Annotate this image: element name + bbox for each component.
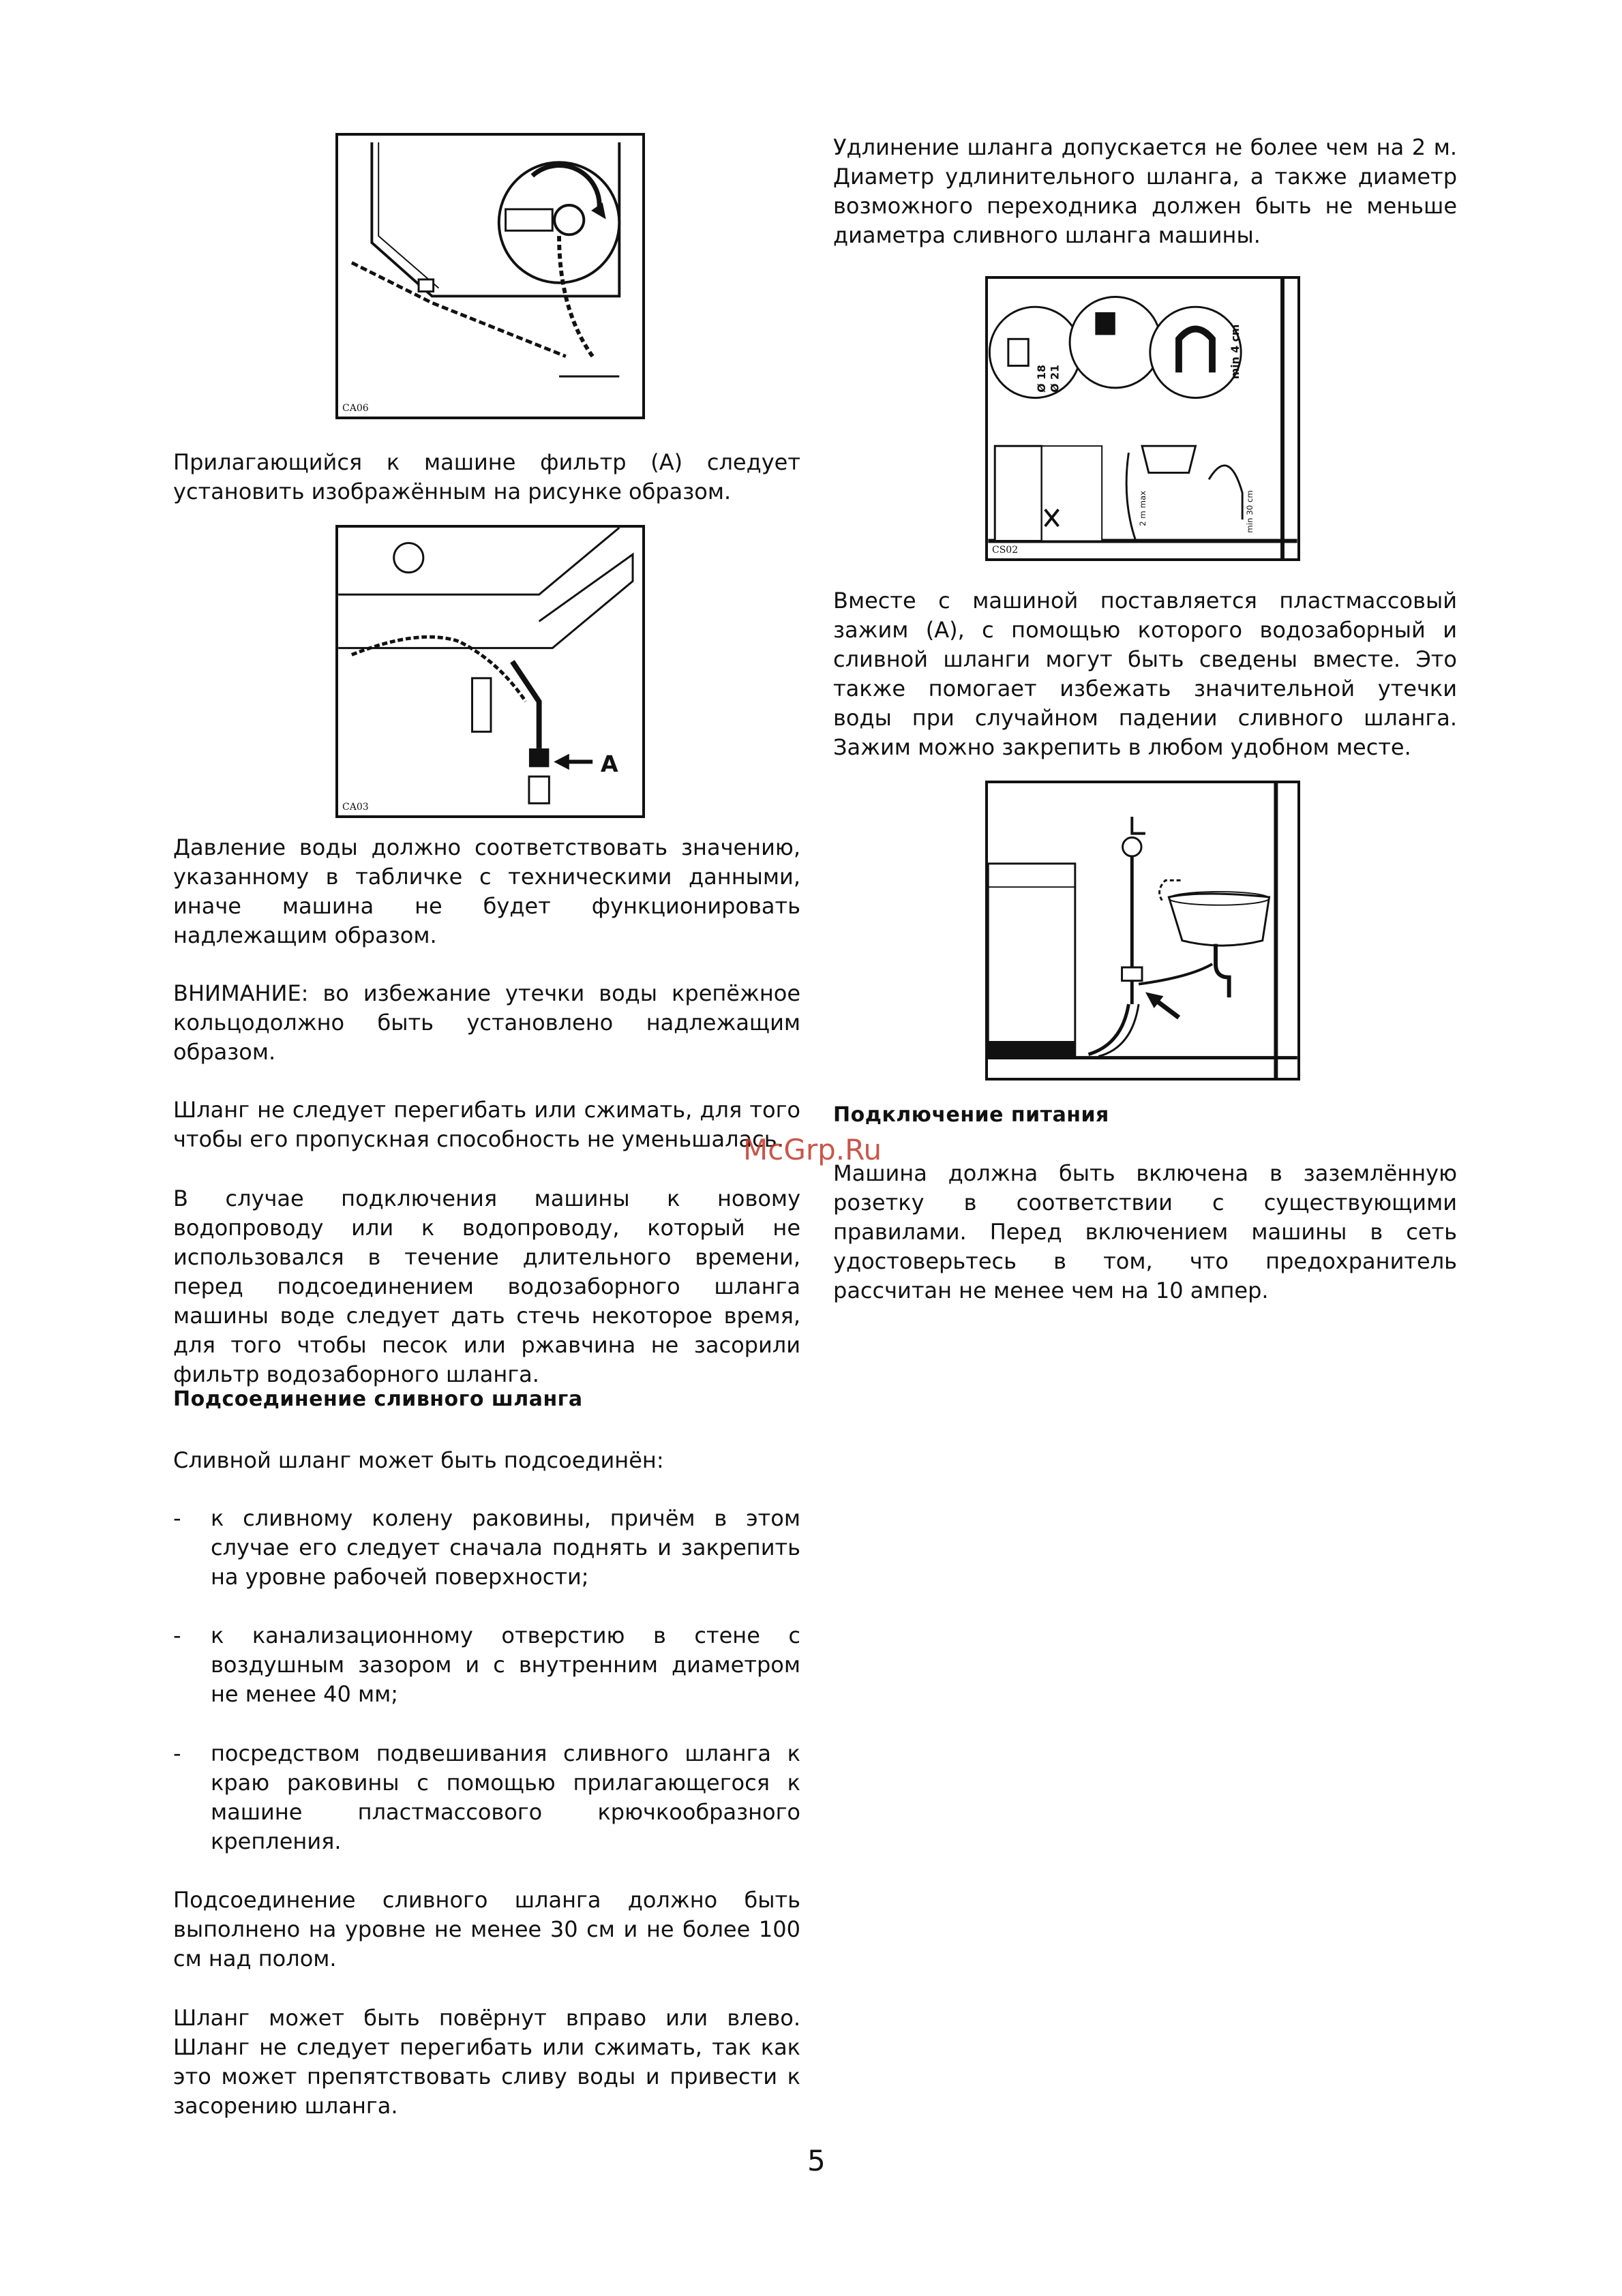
filter-a-label: A <box>600 751 618 778</box>
filter-tap-illustration <box>338 136 642 417</box>
sink-clamp-illustration <box>988 783 1297 1078</box>
figure-filter-a <box>335 525 645 818</box>
bullet-text: посредством подвешивания сливного шланга к краю раковины с помощью прилагающегося к машине пластмассового крючкообразного крепления. <box>211 1740 800 1854</box>
bullet-dash: - <box>173 1622 181 1648</box>
filter-install-paragraph: Прилагающийся к машине фильтр (А) следует установить изображённым на рисунке образом. <box>173 449 800 504</box>
bullet-dash: - <box>173 1505 181 1531</box>
hose-bend-paragraph: Шланг не следует перегибать или сжимать, для того чтобы его пропускная способность не уменьшалась. <box>173 1097 800 1152</box>
drain-height-paragraph: Подсоединение сливного шланга должно быть выполнено на уровне не менее 30 см и не более 100 см над полом. <box>173 1887 800 1972</box>
water-pressure-paragraph: Давление воды должно соответствовать значению, указанному в табличке с техническими данными, иначе машина не будет функционировать надлежащим образом. <box>173 834 800 948</box>
figure-code: CS02 <box>992 545 1019 556</box>
hose-extension-paragraph: Удлинение шланга допускается не более чем на 2 м. Диаметр удлинительного шланга, а также диаметр возможного переходника должен быть не меньше диаметра сливного шланга машины. <box>833 134 1457 248</box>
attention-paragraph: ВНИМАНИЕ: во избежание утечки воды крепёжное кольцодолжно быть установлено надлежащим образом. <box>173 980 800 1065</box>
figure-sink-clamp <box>985 781 1300 1081</box>
figure-code: CA03 <box>342 802 369 813</box>
figure-code: CA06 <box>342 403 369 414</box>
max-2m-label: 2 m max <box>1137 490 1147 526</box>
diameter-18-label: Ø 18 <box>1034 365 1048 393</box>
power-paragraph: Машина должна быть включена в заземлённую розетку в соответствии с существующими правилами. Перед включением машины в сеть удостоверьтесь в том, что предохранитель рассчитан не менее чем на 10 ампер. <box>833 1160 1457 1303</box>
clamp-paragraph: Вместе с машиной поставляется пластмассовый зажим (А), с помощью которого водозаборный и сливной шланги могут быть сведены вместе. Это также помогает избежать значительной утечки воды при случайном падении сливного шланга. Зажим можно закрепить в любом удобном месте. <box>833 588 1457 760</box>
drain-setup-illustration <box>988 279 1297 558</box>
watermark: McGrp.Ru <box>743 1133 882 1166</box>
min-30cm-label: min 30 cm <box>1244 490 1255 533</box>
new-plumbing-paragraph: В случае подключения машины к новому водопроводу или к водопроводу, который не использовался в течение длительного времени, перед подсоединением водозаборного шланга машины воде следует дать стечь некоторое время, для того чтобы песок или ржавчина не засорили фильтр водозаборного шланга. <box>173 1185 800 1387</box>
power-connection-heading: Подключение питания <box>833 1103 1109 1127</box>
diameter-21-label: Ø 21 <box>1048 365 1062 393</box>
bullet-dash: - <box>173 1740 181 1766</box>
list-item <box>173 1504 800 1596</box>
filter-a-illustration <box>338 528 642 815</box>
figure-filter-tap <box>335 133 645 419</box>
list-item <box>173 1739 800 1862</box>
drain-hose-heading: Подсоединение сливного шланга <box>173 1387 583 1411</box>
bullet-text: к канализационному отверстию в стене с воздушным зазором и с внутренним диаметром не менее 40 мм; <box>211 1622 800 1707</box>
list-item <box>173 1621 800 1713</box>
page-number: 5 <box>807 2144 826 2177</box>
bullet-text: к сливному колену раковины, причём в этом случае его следует сначала поднять и закрепить на уровне рабочей поверхности; <box>211 1505 800 1590</box>
figure-drain-setup <box>985 276 1300 561</box>
hose-rotation-paragraph: Шланг может быть повёрнут вправо или влево. Шланг не следует перегибать или сжимать, так как это может препятствовать сливу воды и привести к засорению шланга. <box>173 2005 800 2119</box>
drain-intro-paragraph: Сливной шланг может быть подсоединён: <box>173 1447 664 1473</box>
min-4cm-label: min 4 cm <box>1229 324 1242 380</box>
